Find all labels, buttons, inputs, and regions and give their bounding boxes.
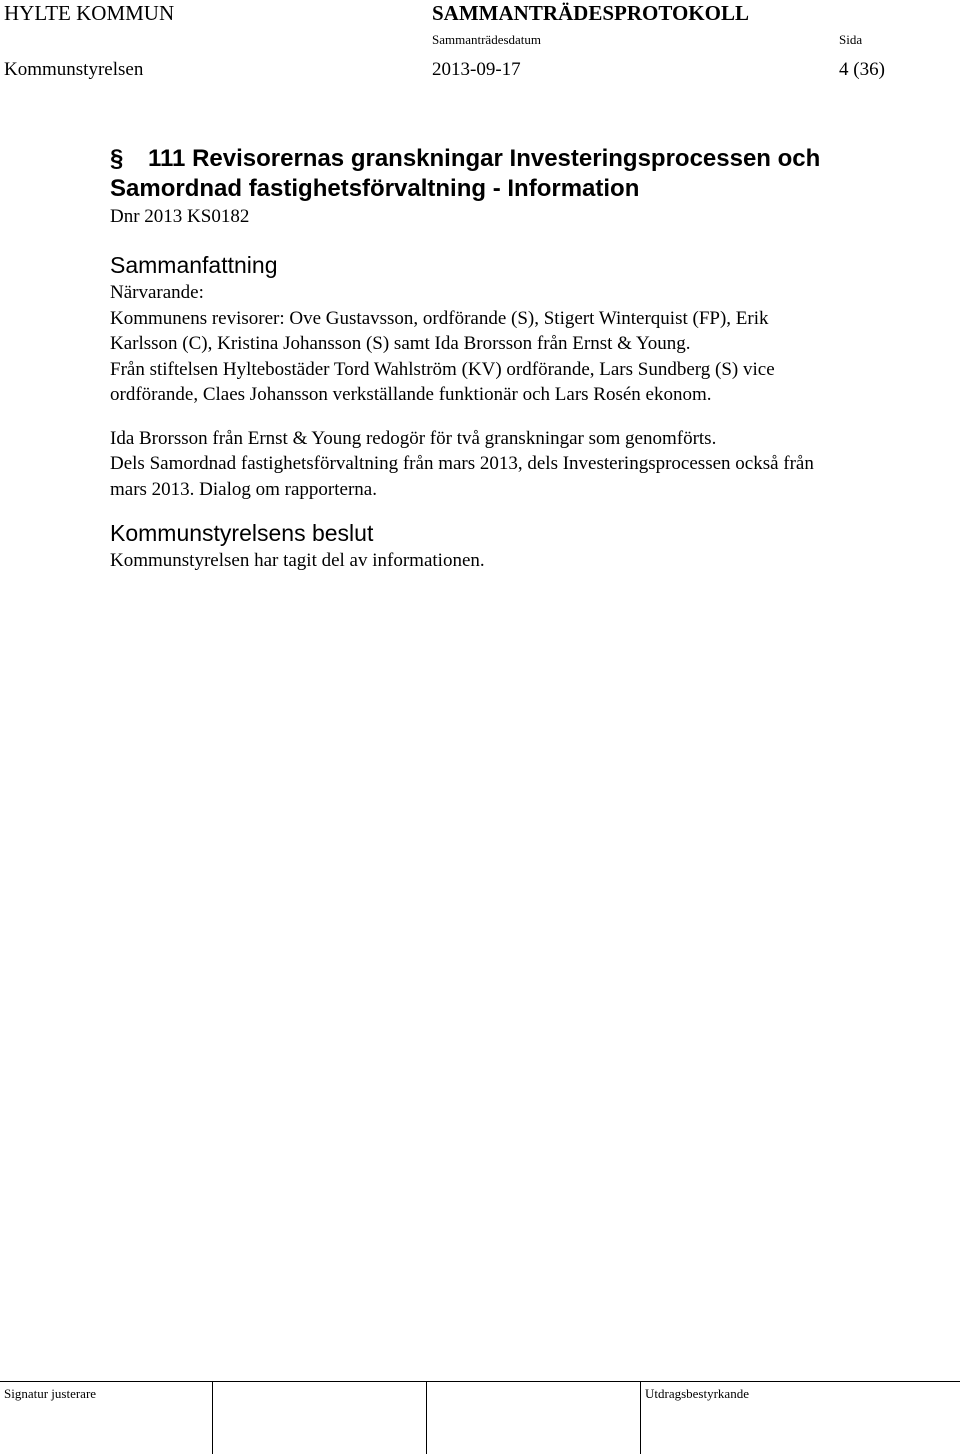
signature-label: Signatur justerare (4, 1386, 97, 1401)
item-title (110, 144, 940, 204)
municipality-name: HYLTE KOMMUN (4, 1, 175, 25)
footer-rule (0, 1381, 960, 1382)
page-number: 4 (36) (839, 59, 885, 80)
section-mark: § (110, 145, 124, 172)
committee-name: Kommunstyrelsen (4, 59, 144, 80)
summary-heading: Sammanfattning (110, 252, 278, 278)
document-type: SAMMANTRÄDESPROTOKOLL (432, 1, 749, 25)
footer-divider-1 (212, 1381, 213, 1454)
decision-heading: Kommunstyrelsens beslut (110, 520, 374, 546)
footer-divider-2 (426, 1381, 427, 1454)
page-label: Sida (839, 32, 863, 47)
footer-divider-3 (640, 1381, 641, 1454)
present-line-2: Karlsson (C), Kristina Johansson (S) samt Ida Brorsson från Ernst & Young. (110, 333, 691, 354)
registration-number: Dnr 2013 KS0182 (110, 206, 250, 227)
item-title-line-2: Samordnad fastighetsförvaltning - Information (110, 175, 640, 202)
present-line-4: ordförande, Claes Johansson verkställande funktionär och Lars Rosén ekonom. (110, 384, 712, 405)
report-line-1: Ida Brorsson från Ernst & Young redogör för två granskningar som genomförts. (110, 427, 717, 449)
decision-text: Kommunstyrelsen har tagit del av informationen. (110, 550, 485, 571)
present-line-3: Från stiftelsen Hyltebostäder Tord Wahlström (KV) ordförande, Lars Sundberg (S) vice (110, 358, 775, 380)
certified-label: Utdragsbestyrkande (645, 1386, 749, 1401)
item-title-line-1: 111 Revisorernas granskningar Investeringsprocessen och (148, 145, 821, 172)
report-line-2: Dels Samordnad fastighetsförvaltning från mars 2013, dels Investeringsprocessen också från (110, 453, 814, 474)
meeting-date: 2013-09-17 (432, 59, 521, 80)
date-label: Sammanträdesdatum (432, 32, 542, 47)
report-line-3: mars 2013. Dialog om rapporterna. (110, 478, 377, 500)
present-line-1: Kommunens revisorer: Ove Gustavsson, ordförande (S), Stigert Winterquist (FP), Erik (110, 307, 769, 329)
protocol-item (110, 144, 940, 574)
present-label: Närvarande: (110, 282, 204, 303)
